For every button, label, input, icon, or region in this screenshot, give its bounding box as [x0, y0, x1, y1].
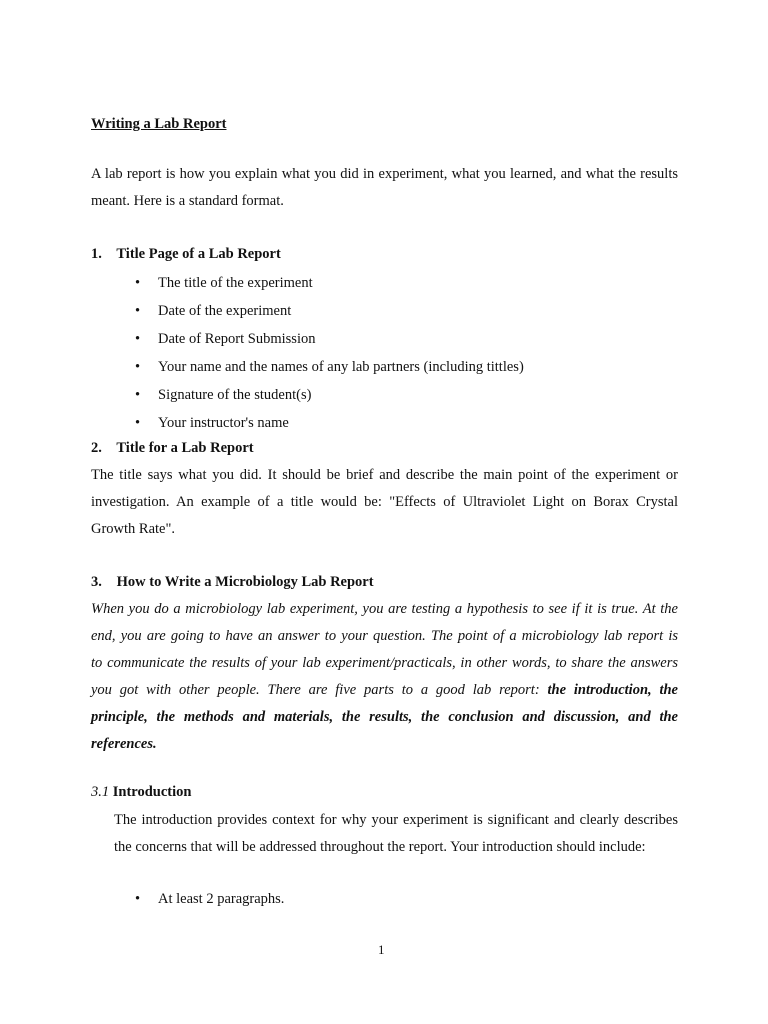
bullet-icon: • — [135, 275, 141, 291]
text-line: the concerns that will be addressed throughout the report. Your introduction should include: — [114, 839, 646, 855]
text-line: to communicate the results of your lab experiment/practicals, in other words, to share the answers — [91, 655, 678, 671]
bullet-icon: • — [135, 303, 141, 319]
bullet-icon: • — [135, 331, 141, 347]
section-3-1-paragraph — [114, 807, 678, 861]
text-line: meant. Here is a standard format. — [91, 193, 284, 209]
bullet-icon: • — [135, 387, 141, 403]
section-3-1-heading — [91, 784, 191, 801]
section-2-heading — [91, 440, 254, 457]
section-number: 3.1 — [91, 784, 110, 800]
section-3-heading — [91, 574, 374, 591]
text-line: end, you are going to have an answer to your question. The point of a microbiology lab report is — [91, 628, 678, 644]
text-line: you got with other people. There are five parts to a good lab report: the introduction, the — [91, 682, 678, 698]
bold-phrase: the introduction, the — [547, 682, 678, 698]
text-line: The introduction provides context for why your experiment is significant and clearly describes — [114, 812, 678, 828]
section-1-bullet-list — [135, 269, 524, 437]
section-3-1-bullet-list — [135, 885, 284, 913]
section-number: 3. — [91, 574, 102, 590]
text-line: The title says what you did. It should be brief and describe the main point of the experiment or — [91, 467, 678, 483]
section-2-paragraph — [91, 462, 678, 543]
page-number: 1 — [378, 942, 385, 957]
text-line: Growth Rate". — [91, 521, 176, 537]
bullet-icon: • — [135, 359, 141, 375]
list-item: • Your instructor's name — [135, 409, 524, 437]
list-item: • At least 2 paragraphs. — [135, 885, 284, 913]
text-line: When you do a microbiology lab experiment, you are testing a hypothesis to see if it is true. At the — [91, 601, 678, 617]
list-item: • The title of the experiment — [135, 269, 524, 297]
section-title: How to Write a Microbiology Lab Report — [116, 574, 374, 590]
section-1-heading — [91, 246, 281, 263]
section-3-paragraph — [91, 596, 678, 758]
list-item: • Date of Report Submission — [135, 325, 524, 353]
section-number: 2. — [91, 440, 102, 456]
text-line: principle, the methods and materials, the results, the conclusion and discussion, and the — [91, 709, 678, 725]
list-item: • Your name and the names of any lab partners (including tittles) — [135, 353, 524, 381]
intro-paragraph — [91, 161, 678, 215]
text-line: references. — [91, 736, 157, 752]
text-line: investigation. An example of a title would be: "Effects of Ultraviolet Light on Borax Crystal — [91, 494, 678, 510]
section-title: Title for a Lab Report — [116, 440, 254, 456]
list-item: • Signature of the student(s) — [135, 381, 524, 409]
bullet-icon: • — [135, 415, 141, 431]
section-title: Title Page of a Lab Report — [116, 246, 281, 262]
section-title: Introduction — [112, 784, 192, 800]
section-number: 1. — [91, 246, 102, 262]
list-item: • Date of the experiment — [135, 297, 524, 325]
bullet-icon: • — [135, 891, 141, 907]
document-title: Writing a Lab Report — [91, 116, 227, 132]
text-line: A lab report is how you explain what you did in experiment, what you learned, and what the results — [91, 166, 678, 182]
